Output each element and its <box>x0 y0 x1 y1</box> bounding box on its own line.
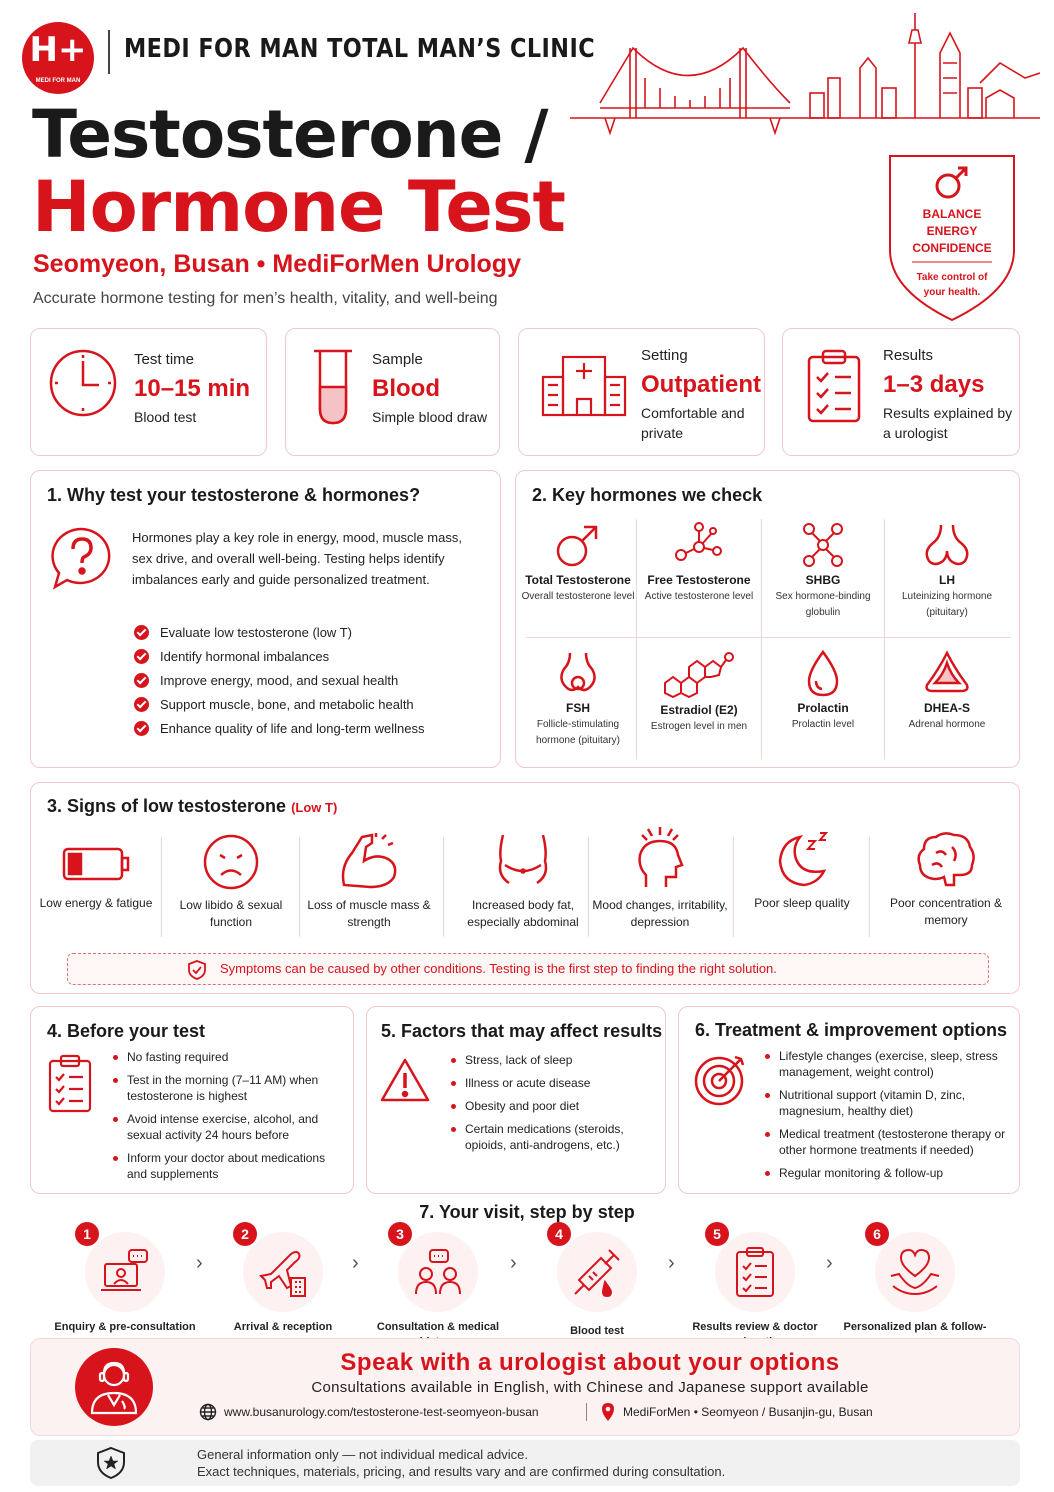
step-6 <box>840 1226 990 1350</box>
laptop-chat-icon <box>99 1246 151 1298</box>
treatment-section <box>678 1006 1020 1194</box>
disclaimer-line-1: General information only — not individual medical advice. <box>197 1447 528 1462</box>
airplane-icon <box>257 1246 309 1298</box>
key-hormones-section <box>515 470 1020 768</box>
sign-poor-concentration <box>877 829 1015 929</box>
list-item: Stress, lack of sleep <box>449 1052 659 1068</box>
website-link[interactable]: www.busanurology.com/testosterone-test-seomyeon-busan <box>224 1405 539 1419</box>
before-list <box>111 1049 347 1189</box>
sign-label: Low energy & fatigue <box>39 896 153 910</box>
stat-label: Results <box>883 347 934 364</box>
hormone-name: Free Testosterone <box>647 573 751 587</box>
brain-icon <box>914 829 978 889</box>
shield-check-icon <box>188 960 206 980</box>
grid-divider <box>443 837 444 937</box>
sign-poor-sleep <box>737 829 867 912</box>
list-item: Identify hormonal imbalances <box>134 648 424 672</box>
factors-section <box>366 1006 666 1194</box>
hormone-free-testosterone <box>638 521 760 605</box>
signs-section <box>30 782 1020 994</box>
heart-hands-icon <box>889 1246 941 1298</box>
header-divider <box>108 30 110 74</box>
step-circle <box>241 1226 323 1312</box>
list-item: Lifestyle changes (exercise, sleep, stress management, weight control) <box>763 1048 1011 1080</box>
step-number: 5 <box>705 1222 729 1246</box>
contact-divider <box>586 1403 587 1421</box>
symptoms-note-box <box>67 953 989 985</box>
sign-label: Low libido & sexual function <box>179 898 283 929</box>
check-icon <box>134 649 149 664</box>
stat-label: Setting <box>641 347 688 364</box>
hormone-name: Prolactin <box>797 701 849 715</box>
step-circle <box>713 1226 795 1312</box>
stat-desc: Blood test <box>134 409 197 425</box>
page-subtitle: Seomyeon, Busan • MediForMen Urology <box>33 250 521 278</box>
treatment-list <box>763 1048 1011 1188</box>
hormone-dhea-s <box>886 649 1008 733</box>
sign-label: Poor sleep quality <box>754 896 850 910</box>
hormone-total-testosterone <box>517 521 639 605</box>
step-label: Blood test <box>570 1325 624 1337</box>
hormone-desc: Follicle-stimulating hormone (pituitary) <box>536 719 620 746</box>
page-tagline: Accurate hormone testing for men’s health, vitality, and well-being <box>33 290 498 307</box>
contact-subline: Consultations available in English, with Chinese and Japanese support available <box>311 1379 869 1396</box>
hormone-desc: Luteinizing hormone (pituitary) <box>901 591 993 618</box>
stat-card-test-time <box>30 328 267 456</box>
step-circle <box>873 1226 955 1312</box>
chevron-right-icon: › <box>352 1252 359 1274</box>
syringe-icon <box>571 1246 623 1298</box>
male-symbol-icon <box>552 521 604 569</box>
page-title-line2: Hormone Test <box>32 166 565 248</box>
page-title-line1: Testosterone / <box>32 96 548 173</box>
list-item: Nutritional support (vitamin D, zinc, magnesium, healthy diet) <box>763 1087 1011 1119</box>
list-item: Obesity and poor diet <box>449 1098 659 1114</box>
drop-icon <box>797 649 849 697</box>
hormone-fsh <box>517 649 639 749</box>
step-2 <box>208 1226 358 1335</box>
sad-face-icon <box>201 833 261 891</box>
sign-label: Increased body fat, especially abdominal <box>467 898 579 929</box>
chevron-right-icon: › <box>826 1252 833 1274</box>
grid-divider <box>588 837 589 937</box>
grid-divider <box>733 837 734 937</box>
step-number: 6 <box>865 1222 889 1246</box>
list-item: Avoid intense exercise, alcohol, and sexual activity 24 hours before <box>111 1111 347 1143</box>
list-item: Inform your doctor about medications and supplements <box>111 1150 347 1182</box>
hormone-desc: Active testosterone level <box>644 591 754 602</box>
doctor-icon <box>88 1359 140 1415</box>
list-item: Regular monitoring & follow-up <box>763 1165 1011 1181</box>
clipboard-icon <box>47 1053 93 1113</box>
stat-card-sample <box>285 328 500 456</box>
hormone-name: FSH <box>566 701 590 715</box>
contact-banner <box>30 1338 1020 1436</box>
network-icon <box>797 521 849 569</box>
badge-note <box>882 270 1022 300</box>
clock-icon <box>47 347 119 419</box>
logo-text: MEDI FOR MAN <box>35 78 81 84</box>
sign-mood <box>591 825 729 931</box>
step-circle <box>555 1226 637 1312</box>
shield-star-icon <box>96 1446 126 1480</box>
hormone-desc: Estrogen level in men <box>650 721 748 732</box>
hormone-desc: Adrenal hormone <box>908 719 986 730</box>
step-number: 3 <box>388 1222 412 1246</box>
symptoms-note: Symptoms can be caused by other conditions. Testing is the first step to finding the right solution. <box>220 961 777 976</box>
check-icon <box>134 673 149 688</box>
sign-low-energy <box>31 839 161 912</box>
badge-line-1: BALANCE <box>922 207 982 221</box>
target-icon <box>693 1051 749 1107</box>
busan-skyline-icon <box>570 8 1040 140</box>
chevron-right-icon: › <box>668 1252 675 1274</box>
test-tube-icon <box>308 347 358 427</box>
before-test-section <box>30 1006 354 1194</box>
check-icon <box>134 697 149 712</box>
doctor-avatar <box>75 1348 153 1426</box>
step-circle <box>396 1226 478 1312</box>
step-1 <box>50 1226 200 1335</box>
moon-icon <box>770 829 834 889</box>
section-title-text: 3. Signs of low testosterone <box>47 796 287 816</box>
step-label: Personalized plan & follow- <box>843 1321 987 1333</box>
sign-label: Loss of muscle mass & strength <box>307 898 431 929</box>
chevron-right-icon: › <box>510 1252 517 1274</box>
hormone-name: LH <box>939 573 955 587</box>
sign-label: Poor concentration & memory <box>889 896 1003 927</box>
list-item: Certain medications (steroids, opioids, anti-androgens, etc.) <box>449 1121 659 1153</box>
gland-icon <box>552 649 604 697</box>
stat-card-setting <box>518 328 765 456</box>
hormone-prolactin <box>762 649 884 733</box>
step-4 <box>522 1226 672 1339</box>
hormone-estradiol <box>638 649 760 735</box>
clipboard-icon <box>805 347 863 425</box>
hormone-desc: Overall testosterone level <box>521 591 635 602</box>
hospital-icon <box>539 343 629 419</box>
stat-card-results <box>782 328 1020 456</box>
sign-muscle-loss <box>304 831 434 931</box>
badge-text <box>882 206 1022 257</box>
stat-desc: Results explained by a urologist <box>883 405 1013 441</box>
chevron-right-icon: › <box>196 1252 203 1274</box>
clinic-location: MediForMen • Seomyeon / Busanjin-gu, Busan <box>623 1405 873 1419</box>
list-item: Enhance quality of life and long-term wellness <box>134 720 424 744</box>
battery-icon <box>60 839 132 889</box>
step-5 <box>680 1226 830 1350</box>
section-title <box>47 796 337 817</box>
hormone-shbg <box>762 521 884 621</box>
clinic-name: MEDI FOR MAN TOTAL MAN’S CLINIC <box>124 34 596 64</box>
hormone-name: DHEA-S <box>923 701 970 715</box>
section-title: 2. Key hormones we check <box>532 485 763 505</box>
adrenal-icon <box>921 649 973 697</box>
section-title: 4. Before your test <box>47 1021 206 1041</box>
grid-divider <box>884 519 885 759</box>
clipboard-icon <box>729 1246 781 1298</box>
section-title: 1. Why test your testosterone & hormones? <box>47 485 421 505</box>
why-checklist <box>134 624 424 744</box>
hormone-name: Total Testosterone <box>525 573 631 587</box>
list-item: Improve energy, mood, and sexual health <box>134 672 424 696</box>
globe-icon <box>199 1403 217 1421</box>
stat-desc: Comfortable and private <box>641 405 745 441</box>
step-circle <box>83 1226 165 1312</box>
warning-icon <box>379 1057 431 1103</box>
sign-label: Mood changes, irritability, depression <box>592 898 728 929</box>
hormone-desc: Prolactin level <box>791 719 855 730</box>
list-item: Medical treatment (testosterone therapy or other hormone treatments if needed) <box>763 1126 1011 1158</box>
question-bubble-icon <box>49 525 115 591</box>
badge-note-line-1: Take control of <box>916 272 988 283</box>
badge-note-line-2: your health. <box>923 287 981 298</box>
sign-low-libido <box>166 833 296 931</box>
stat-value: 1–3 days <box>883 371 985 398</box>
consultation-icon <box>412 1246 464 1298</box>
contact-headline: Speak with a urologist about your options <box>340 1349 840 1376</box>
factors-list <box>449 1052 659 1160</box>
grid-divider <box>526 637 1011 638</box>
stat-label: Test time <box>134 351 195 368</box>
badge-line-3: CONFIDENCE <box>912 241 992 255</box>
sign-body-fat <box>448 831 598 931</box>
location-pin-icon <box>601 1402 615 1422</box>
step-label: Results review & doctor <box>692 1321 818 1333</box>
muscle-icon <box>336 831 402 891</box>
grid-divider <box>869 837 870 937</box>
why-test-section <box>30 470 501 768</box>
check-icon <box>134 721 149 736</box>
grid-divider <box>161 837 162 937</box>
list-item: Support muscle, bone, and metabolic health <box>134 696 424 720</box>
disclaimer-bar <box>30 1440 1020 1486</box>
head-icon <box>632 825 688 891</box>
steroid-icon <box>659 649 739 699</box>
step-number: 2 <box>233 1222 257 1246</box>
step-number: 4 <box>547 1222 571 1246</box>
step-number: 1 <box>75 1222 99 1246</box>
stat-value: Blood <box>372 375 440 402</box>
logo-letter: H+ <box>29 30 87 70</box>
hormone-name: Estradiol (E2) <box>660 703 738 717</box>
stat-value: Outpatient <box>641 371 761 398</box>
hormone-desc: Sex hormone-binding globulin <box>775 591 871 618</box>
stat-value: 10–15 min <box>134 375 251 402</box>
clinic-logo <box>22 22 94 94</box>
hormone-lh <box>886 521 1008 621</box>
stat-desc: Simple blood draw <box>372 409 488 425</box>
why-intro: Hormones play a key role in energy, mood, muscle mass, sex drive, and overall well-being. Testing helps identify imbalances early and guide personalized treatment. <box>132 530 462 587</box>
step-label: Enquiry & pre-consultation <box>54 1321 196 1333</box>
pituitary-icon <box>921 521 973 569</box>
section-title: 6. Treatment & improvement options <box>695 1020 1008 1040</box>
grid-divider <box>299 837 300 937</box>
badge-line-2: ENERGY <box>926 224 978 238</box>
disclaimer-line-2: Exact techniques, materials, pricing, and results vary and are confirmed during consultation. <box>197 1464 726 1479</box>
molecule-icon <box>673 521 725 569</box>
list-item: Test in the morning (7–11 AM) when testosterone is highest <box>111 1072 347 1104</box>
section-title: 5. Factors that may affect results <box>381 1021 663 1041</box>
list-item: Evaluate low testosterone (low T) <box>134 624 424 648</box>
hormone-name: SHBG <box>805 573 841 587</box>
section-title-tag: (Low T) <box>291 800 338 815</box>
step-3 <box>363 1226 513 1350</box>
step-label: Consultation & medical <box>376 1321 500 1333</box>
belly-icon <box>493 831 553 891</box>
step-label: Arrival & reception <box>233 1321 333 1333</box>
list-item: Illness or acute disease <box>449 1075 659 1091</box>
check-icon <box>134 625 149 640</box>
stat-label: Sample <box>372 351 423 368</box>
list-item: No fasting required <box>111 1049 347 1065</box>
steps-title: 7. Your visit, step by step <box>419 1202 635 1222</box>
